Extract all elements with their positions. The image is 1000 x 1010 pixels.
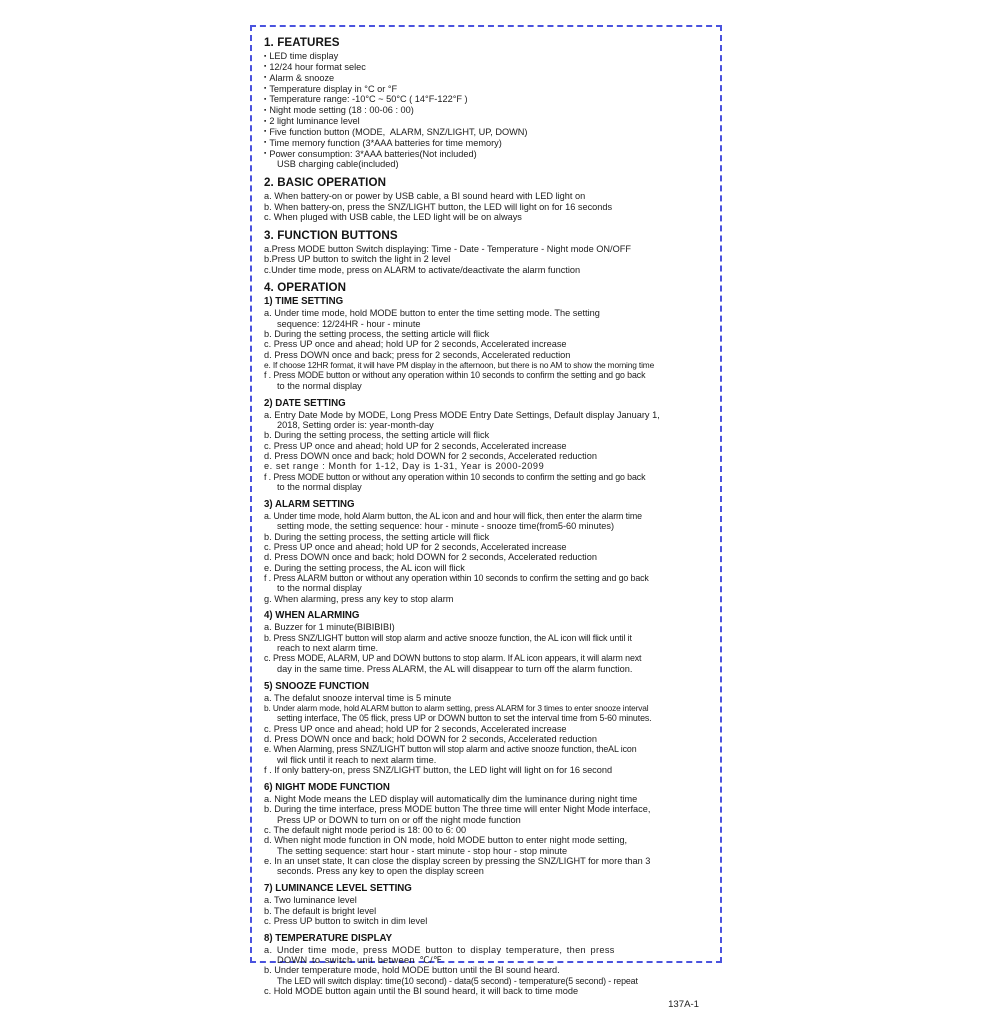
line-text: d. Press DOWN once and back; press for 2 seconds, Accelerated reduction xyxy=(264,349,571,360)
section-line xyxy=(264,986,715,996)
section-line xyxy=(264,594,715,604)
line-text: g. When alarming, press any key to stop alarm xyxy=(264,593,454,604)
line-text: a. Under time mode, hold Alarm button, the AL icon and and hour will flick, then enter the alarm time xyxy=(264,510,642,521)
line-text: c. When pluged with USB cable, the LED light will be on always xyxy=(264,211,522,222)
section-line xyxy=(264,744,715,754)
line-text: wil flick until it reach to next alarm time. xyxy=(277,754,437,765)
line-text: Temperature range: -10°C ~ 50°C ( 14°F-122°F ) xyxy=(269,94,468,105)
line-text: b. During the setting process, the setting article will flick xyxy=(264,329,490,340)
section-line xyxy=(264,945,715,955)
manual-section xyxy=(264,499,715,604)
line-text: a. Two luminance level xyxy=(264,895,357,906)
manual-section xyxy=(264,933,715,997)
section-line xyxy=(264,420,715,430)
manual-section xyxy=(264,610,715,674)
line-text: LED time display xyxy=(269,51,339,61)
line-text: Press UP or DOWN to turn on or off the night mode function xyxy=(277,814,521,825)
line-text: c. Press UP button to switch in dim level xyxy=(264,915,428,926)
manual-section xyxy=(264,681,715,776)
section-title: 5) SNOOZE FUNCTION xyxy=(264,680,369,692)
line-text: f . Press MODE button or without any operation within 10 seconds to confirm the setting and go back xyxy=(264,370,646,381)
line-text: The LED will switch display: time(10 second) - data(5 second) - temperature(5 second) - repeat xyxy=(277,975,638,986)
section-line xyxy=(264,254,715,264)
section-line xyxy=(264,430,715,440)
line-text: Temperature display in °C or °F xyxy=(269,83,398,94)
line-text: e. In an unset state, It can close the display screen by pressing the SNZ/LIGHT for more than 3 xyxy=(264,855,651,866)
line-text: d. Press DOWN once and back; hold DOWN for 2 seconds, Accelerated reduction xyxy=(264,552,597,563)
line-text: e. During the setting process, the AL icon will flick xyxy=(264,562,465,573)
line-text: b. During the setting process, the setting article will flick xyxy=(264,531,490,542)
line-text: sequence: 12/24HR - hour - minute xyxy=(277,318,421,329)
section-line xyxy=(264,521,715,531)
section-line xyxy=(264,116,715,127)
line-text: d. When night mode function in ON mode, hold MODE button to enter night mode setting, xyxy=(264,835,628,846)
section-title: 6) NIGHT MODE FUNCTION xyxy=(264,781,390,793)
square-bullet-icon: ▪ xyxy=(264,63,267,71)
line-text: b. Under temperature mode, hold MODE button until the BI sound heard. xyxy=(264,965,560,976)
manual-page xyxy=(250,25,722,1010)
section-line xyxy=(264,794,715,804)
section-line xyxy=(264,472,715,482)
section-title: 2. BASIC OPERATION xyxy=(264,176,387,190)
line-text: a. Buzzer for 1 minute(BIBIBIBI) xyxy=(264,622,395,633)
section-line xyxy=(264,127,715,138)
manual-section xyxy=(264,296,715,391)
section-line xyxy=(264,734,715,744)
section-line xyxy=(264,159,715,169)
line-text: 2 light luminance level xyxy=(269,116,360,127)
section-line xyxy=(264,84,715,95)
section-line xyxy=(264,329,715,339)
line-text: a. The defalut snooze interval time is 5 minute xyxy=(264,692,452,703)
line-text: c. Press UP once and ahead; hold UP for 2 seconds, Accelerated increase xyxy=(264,723,567,734)
section-line xyxy=(264,846,715,856)
section-line xyxy=(264,825,715,835)
section-line xyxy=(264,866,715,876)
section-line xyxy=(264,370,715,380)
line-text: a. Night Mode means the LED display will automatically dim the luminance during night time xyxy=(264,793,638,804)
line-text: f . Press MODE button or without any operation within 10 seconds to confirm the setting and go back xyxy=(264,471,646,482)
square-bullet-icon: ▪ xyxy=(264,52,267,60)
section-line xyxy=(264,482,715,492)
section-line xyxy=(264,138,715,149)
section-line xyxy=(264,976,715,986)
section-line xyxy=(264,360,715,370)
line-text: setting mode, the setting sequence: hour - minute - snooze time(from5-60 minutes) xyxy=(277,521,615,532)
line-text: to the normal display xyxy=(277,583,362,594)
section-line xyxy=(264,653,715,663)
section-line xyxy=(264,765,715,775)
page-code: 137A-1 xyxy=(668,999,699,1010)
line-text: e. set range : Month for 1-12, Day is 1-31, Year is 2000-2099 xyxy=(264,461,545,472)
section-line xyxy=(264,703,715,713)
line-text: seconds. Press any key to open the display screen xyxy=(277,866,484,877)
square-bullet-icon: ▪ xyxy=(264,128,267,136)
line-text: e. When Alarming, press SNZ/LIGHT button will stop alarm and active snooze function, theAL icon xyxy=(264,744,637,755)
line-text: c. Press UP once and ahead; hold UP for 2 seconds, Accelerated increase xyxy=(264,541,567,552)
section-line xyxy=(264,212,715,222)
square-bullet-icon: ▪ xyxy=(264,117,267,125)
manual-section xyxy=(264,281,715,294)
square-bullet-icon: ▪ xyxy=(264,74,267,82)
line-text: 12/24 hour format selec xyxy=(269,61,366,72)
line-text: to the normal display xyxy=(277,380,362,391)
manual-section xyxy=(264,398,715,493)
line-text: Night mode setting (18 : 00-06 : 00) xyxy=(269,105,414,116)
line-text: day in the same time. Press ALARM, the AL will disappear to turn off the alarm function. xyxy=(277,663,633,674)
section-title: 1) TIME SETTING xyxy=(264,296,344,308)
section-line xyxy=(264,410,715,420)
section-line xyxy=(264,51,715,62)
line-text: c. The default night mode period is 18: 00 to 6: 00 xyxy=(264,824,467,835)
section-line xyxy=(264,511,715,521)
line-text: a. Under time mode, press MODE button to display temperature, then press xyxy=(264,944,615,955)
section-title: 3) ALARM SETTING xyxy=(264,498,355,510)
section-title: 4. OPERATION xyxy=(264,281,347,295)
section-line xyxy=(264,835,715,845)
section-line xyxy=(264,202,715,212)
section-line xyxy=(264,906,715,916)
section-line xyxy=(264,542,715,552)
section-line xyxy=(264,916,715,926)
section-line xyxy=(264,532,715,542)
line-text: The setting sequence: start hour - start minute - stop hour - stop minute xyxy=(277,845,568,856)
section-line xyxy=(264,955,715,965)
section-line xyxy=(264,633,715,643)
section-line xyxy=(264,319,715,329)
line-text: DOWN to switch unit between ℃/℉ xyxy=(277,955,443,966)
line-text: d. Press DOWN once and back; hold DOWN for 2 seconds, Accelerated reduction xyxy=(264,450,597,461)
line-text: c. Hold MODE button again until the BI sound heard, it will back to time mode xyxy=(264,986,579,997)
square-bullet-icon: ▪ xyxy=(264,139,267,147)
line-text: b. During the time interface, press MODE button The three time will enter Night Mode interface, xyxy=(264,804,651,815)
section-line xyxy=(264,73,715,84)
section-title: 8) TEMPERATURE DISPLAY xyxy=(264,932,393,944)
square-bullet-icon: ▪ xyxy=(264,150,267,158)
section-title: 4) WHEN ALARMING xyxy=(264,610,360,622)
line-text: 2018, Setting order is: year-month-day xyxy=(277,419,434,430)
manual-section xyxy=(264,883,715,926)
section-line xyxy=(264,643,715,653)
section-line xyxy=(264,308,715,318)
line-text: c.Under time mode, press on ALARM to activate/deactivate the alarm function xyxy=(264,264,581,275)
section-line xyxy=(264,265,715,275)
line-text: c. Press MODE, ALARM, UP and DOWN buttons to stop alarm. If AL icon appears, it will alarm next xyxy=(264,653,642,664)
line-text: f . If only battery-on, press SNZ/LIGHT button, the LED light will light on for 16 second xyxy=(264,765,613,776)
line-text: b. Press SNZ/LIGHT button will stop alarm and active snooze function, the AL icon will flick until it xyxy=(264,632,632,643)
line-text: b. When battery-on, press the SNZ/LIGHT button, the LED will light on for 16 seconds xyxy=(264,201,613,212)
section-line xyxy=(264,664,715,674)
manual-section xyxy=(264,229,715,275)
line-text: Power consumption: 3*AAA batteries(Not included) xyxy=(269,148,477,159)
square-bullet-icon: ▪ xyxy=(264,85,267,93)
section-line xyxy=(264,573,715,583)
section-line xyxy=(264,693,715,703)
section-line xyxy=(264,339,715,349)
section-title: 1. FEATURES xyxy=(264,36,340,49)
section-line xyxy=(264,552,715,562)
line-text: b. Under alarm mode, hold ALARM button to alarm setting, press ALARM for 3 times to enter snooze interval xyxy=(264,703,649,713)
section-line xyxy=(264,755,715,765)
line-text: to the normal display xyxy=(277,482,362,492)
manual-section xyxy=(264,176,715,222)
section-line xyxy=(264,815,715,825)
line-text: a. Entry Date Mode by MODE, Long Press MODE Entry Date Settings, Default display January 1, xyxy=(264,409,660,420)
line-text: a. Under time mode, hold MODE button to enter the time setting mode. The setting xyxy=(264,308,600,319)
line-text: b. The default is bright level xyxy=(264,905,377,916)
section-line xyxy=(264,622,715,632)
section-line xyxy=(264,94,715,105)
square-bullet-icon: ▪ xyxy=(264,106,267,114)
section-line xyxy=(264,244,715,254)
section-line xyxy=(264,563,715,573)
line-text: b.Press UP button to switch the light in 2 level xyxy=(264,254,451,265)
section-line xyxy=(264,149,715,160)
section-line xyxy=(264,583,715,593)
manual-section xyxy=(264,782,715,877)
section-line xyxy=(264,804,715,814)
section-title: 2) DATE SETTING xyxy=(264,397,346,409)
line-text: a.Press MODE button Switch displaying: Time - Date - Temperature - Night mode ON/OFF xyxy=(264,243,631,254)
line-text: Five function button (MODE, ALARM, SNZ/LIGHT, UP, DOWN) xyxy=(269,126,528,137)
section-line xyxy=(264,965,715,975)
line-text: setting interface, The 05 flick, press UP or DOWN button to set the interval time from 5-60 minutes. xyxy=(277,713,652,724)
section-line xyxy=(264,451,715,461)
section-line xyxy=(264,105,715,116)
section-title: 7) LUMINANCE LEVEL SETTING xyxy=(264,883,412,895)
section-line xyxy=(264,713,715,723)
line-text: d. Press DOWN once and back; hold DOWN for 2 seconds, Accelerated reduction xyxy=(264,734,597,745)
line-text: c. Press UP once and ahead; hold UP for 2 seconds, Accelerated increase xyxy=(264,440,567,451)
section-line xyxy=(264,856,715,866)
line-text: f . Press ALARM button or without any operation within 10 seconds to confirm the setting and go back xyxy=(264,572,649,583)
section-line xyxy=(264,441,715,451)
line-text: c. Press UP once and ahead; hold UP for 2 seconds, Accelerated increase xyxy=(264,339,567,350)
line-text: reach to next alarm time. xyxy=(277,643,379,654)
manual-section xyxy=(264,36,715,170)
line-text: a. When battery-on or power by USB cable, a BI sound heard with LED light on xyxy=(264,191,586,202)
line-text: USB charging cable(included) xyxy=(277,159,399,170)
square-bullet-icon: ▪ xyxy=(264,95,267,103)
sections-container xyxy=(264,36,715,996)
section-line xyxy=(264,895,715,905)
section-line xyxy=(264,191,715,201)
section-line xyxy=(264,381,715,391)
section-line xyxy=(264,350,715,360)
section-line xyxy=(264,461,715,471)
section-line xyxy=(264,724,715,734)
line-text: e. If choose 12HR format, it will have PM display in the afternoon, but there is no AM to show the morning time xyxy=(264,360,655,371)
section-title: 3. FUNCTION BUTTONS xyxy=(264,228,398,242)
line-text: Time memory function (3*AAA batteries for time memory) xyxy=(269,137,502,148)
line-text: b. During the setting process, the setting article will flick xyxy=(264,430,490,441)
line-text: Alarm & snooze xyxy=(269,72,335,83)
section-line xyxy=(264,62,715,73)
